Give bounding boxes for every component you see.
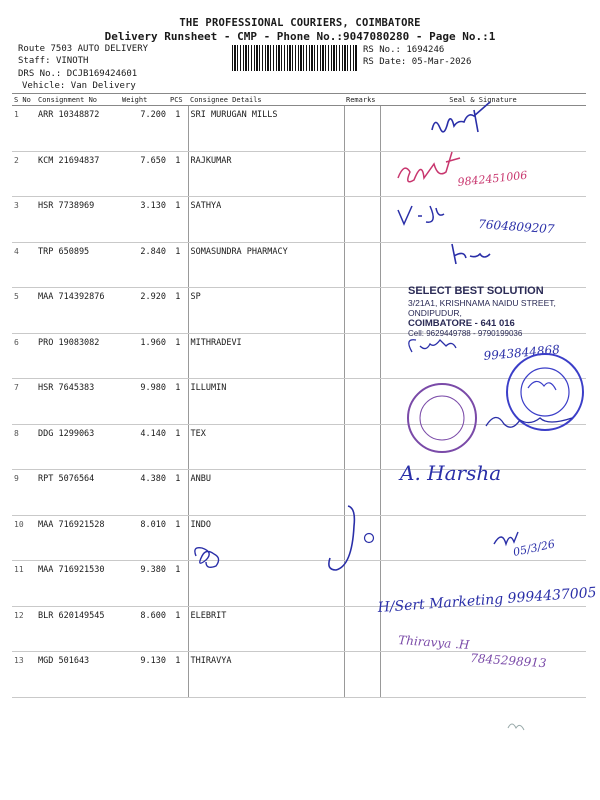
row-consignment: PRO 19083082 bbox=[36, 333, 120, 379]
row-pcs: 1 bbox=[168, 106, 188, 152]
route-label: Route bbox=[18, 44, 46, 54]
row-consignment: TRP 650895 bbox=[36, 242, 120, 288]
signature-row-1 bbox=[432, 102, 490, 132]
row-pcs: 1 bbox=[168, 151, 188, 197]
row-pcs: 1 bbox=[168, 515, 188, 561]
row-pcs: 1 bbox=[168, 333, 188, 379]
signature-row-6 bbox=[409, 340, 456, 352]
row-consignment: HSR 7645383 bbox=[36, 379, 120, 425]
row-pcs: 1 bbox=[168, 242, 188, 288]
col-consignment: Consignment No bbox=[36, 94, 120, 106]
row-13-name: Thiravya .H bbox=[397, 633, 470, 652]
row-consignment: MAA 716921528 bbox=[36, 515, 120, 561]
rs-date-label: RS Date: bbox=[363, 57, 407, 67]
row-consignment: ARR 10348872 bbox=[36, 106, 120, 152]
row-consignee: TEX bbox=[188, 424, 344, 470]
vehicle-label: Vehicle: bbox=[22, 81, 66, 91]
row-consignment: MAA 714392876 bbox=[36, 288, 120, 334]
row-sno: 6 bbox=[12, 333, 36, 379]
company-title: THE PROFESSIONAL COURIERS, COIMBATORE bbox=[179, 17, 421, 29]
stray-mark bbox=[508, 724, 524, 730]
row-weight: 9.380 bbox=[120, 561, 168, 607]
rs-no-label: RS No.: bbox=[363, 45, 401, 55]
row-pcs: 1 bbox=[168, 288, 188, 334]
row-6-phone: 9943844868 bbox=[483, 342, 561, 363]
runsheet-subtitle: Delivery Runsheet - CMP - Phone No.:9047080280 - Page No.:1 bbox=[104, 30, 496, 43]
row-sno: 4 bbox=[12, 242, 36, 288]
row-consignee: ELEBRIT bbox=[188, 606, 344, 652]
signature-row-11 bbox=[494, 532, 518, 544]
row-pcs: 1 bbox=[168, 606, 188, 652]
rs-no-value: 1694246 bbox=[406, 45, 445, 55]
row-consignment: RPT 5076564 bbox=[36, 470, 120, 516]
stamp-line3: COIMBATORE - 641 016 bbox=[408, 318, 515, 329]
row-12-signature: H/Sert Marketing 9994437005 bbox=[377, 584, 598, 616]
drs-value: DCJB169424601 bbox=[66, 69, 138, 79]
round-seal-purple bbox=[408, 384, 476, 452]
drs-label: DRS No.: bbox=[18, 69, 62, 79]
row-consignee: SOMASUNDRA PHARMACY bbox=[188, 242, 344, 288]
col-pcs: PCS bbox=[168, 94, 188, 106]
row-weight: 8.010 bbox=[120, 515, 168, 561]
row-consignment: HSR 7738969 bbox=[36, 197, 120, 243]
row-consignee: SATHYA bbox=[188, 197, 344, 243]
route-value: 7503 AUTO DELIVERY bbox=[50, 44, 149, 54]
row-consignee: ILLUMIN bbox=[188, 379, 344, 425]
stamp-line2: ONDIPUDUR, bbox=[408, 308, 462, 318]
row-consignment: DDG 1299063 bbox=[36, 424, 120, 470]
row-pcs: 1 bbox=[168, 561, 188, 607]
row-weight: 9.980 bbox=[120, 379, 168, 425]
row-pcs: 1 bbox=[168, 470, 188, 516]
row-weight: 4.380 bbox=[120, 470, 168, 516]
row-pcs: 1 bbox=[168, 424, 188, 470]
row-sno: 12 bbox=[12, 606, 36, 652]
row-weight: 7.200 bbox=[120, 106, 168, 152]
vehicle-value: Van Delivery bbox=[70, 81, 136, 91]
col-sno: S No bbox=[12, 94, 36, 106]
row-sno: 2 bbox=[12, 151, 36, 197]
row-weight: 3.130 bbox=[120, 197, 168, 243]
row-sno: 10 bbox=[12, 515, 36, 561]
row-sno: 8 bbox=[12, 424, 36, 470]
row-sno: 1 bbox=[12, 106, 36, 152]
row-pcs: 1 bbox=[168, 652, 188, 698]
row-weight: 2.840 bbox=[120, 242, 168, 288]
row-sno: 11 bbox=[12, 561, 36, 607]
col-consignee: Consignee Details bbox=[188, 94, 344, 106]
row-consignee: ANBU bbox=[188, 470, 344, 516]
row-13-phone: 7845298913 bbox=[469, 651, 547, 671]
row-consignee: RAJKUMAR bbox=[188, 151, 344, 197]
stamp-name: SELECT BEST SOLUTION bbox=[408, 285, 544, 297]
col-seal: Seal & Signature bbox=[380, 94, 586, 106]
row-sno: 13 bbox=[12, 652, 36, 698]
row-11-date: 05/3/26 bbox=[511, 537, 557, 559]
row-weight: 1.960 bbox=[120, 333, 168, 379]
staff-label: Staff: bbox=[18, 56, 51, 66]
rs-date-value: 05-Mar-2026 bbox=[411, 57, 472, 67]
row-sno: 5 bbox=[12, 288, 36, 334]
row-consignee: THIRAVYA bbox=[188, 652, 344, 698]
signature-row-10 bbox=[329, 506, 355, 570]
row-weight: 7.650 bbox=[120, 151, 168, 197]
row-pcs: 1 bbox=[168, 197, 188, 243]
row-consignment: MAA 716921530 bbox=[36, 561, 120, 607]
row-weight: 4.140 bbox=[120, 424, 168, 470]
row-consignment: KCM 21694837 bbox=[36, 151, 120, 197]
row-sno: 3 bbox=[12, 197, 36, 243]
row-weight: 2.920 bbox=[120, 288, 168, 334]
staff-value: VINOTH bbox=[55, 56, 89, 66]
row-2-phone: 9842451006 bbox=[456, 168, 528, 189]
stamp-line4: Cell: 9629449788 - 9790199036 bbox=[408, 329, 523, 338]
signature-row-2 bbox=[398, 152, 460, 182]
row-consignee: MITHRADEVI bbox=[188, 333, 344, 379]
row-consignee: SP bbox=[188, 288, 344, 334]
row-sno: 7 bbox=[12, 379, 36, 425]
row-consignment: BLR 620149545 bbox=[36, 606, 120, 652]
row-pcs: 1 bbox=[168, 379, 188, 425]
row-consignee: SRI MURUGAN MILLS bbox=[188, 106, 344, 152]
row-3-phone: 7604809207 bbox=[477, 217, 555, 237]
company-stamp bbox=[408, 285, 556, 338]
row-9-signature: A. Harsha bbox=[400, 461, 502, 485]
col-weight: Weight bbox=[120, 94, 168, 106]
row-consignment: MGD 501643 bbox=[36, 652, 120, 698]
row-weight: 8.600 bbox=[120, 606, 168, 652]
signature-row-4 bbox=[452, 244, 490, 264]
stamp-line1: 3/21A1, KRISHNAMA NAIDU STREET, bbox=[408, 298, 556, 308]
col-remarks: Remarks bbox=[344, 94, 380, 106]
row-consignee: INDO bbox=[188, 515, 344, 561]
row-11-mark bbox=[195, 548, 219, 568]
row-weight: 9.130 bbox=[120, 652, 168, 698]
row-sno: 9 bbox=[12, 470, 36, 516]
signature-row-3 bbox=[398, 206, 444, 224]
